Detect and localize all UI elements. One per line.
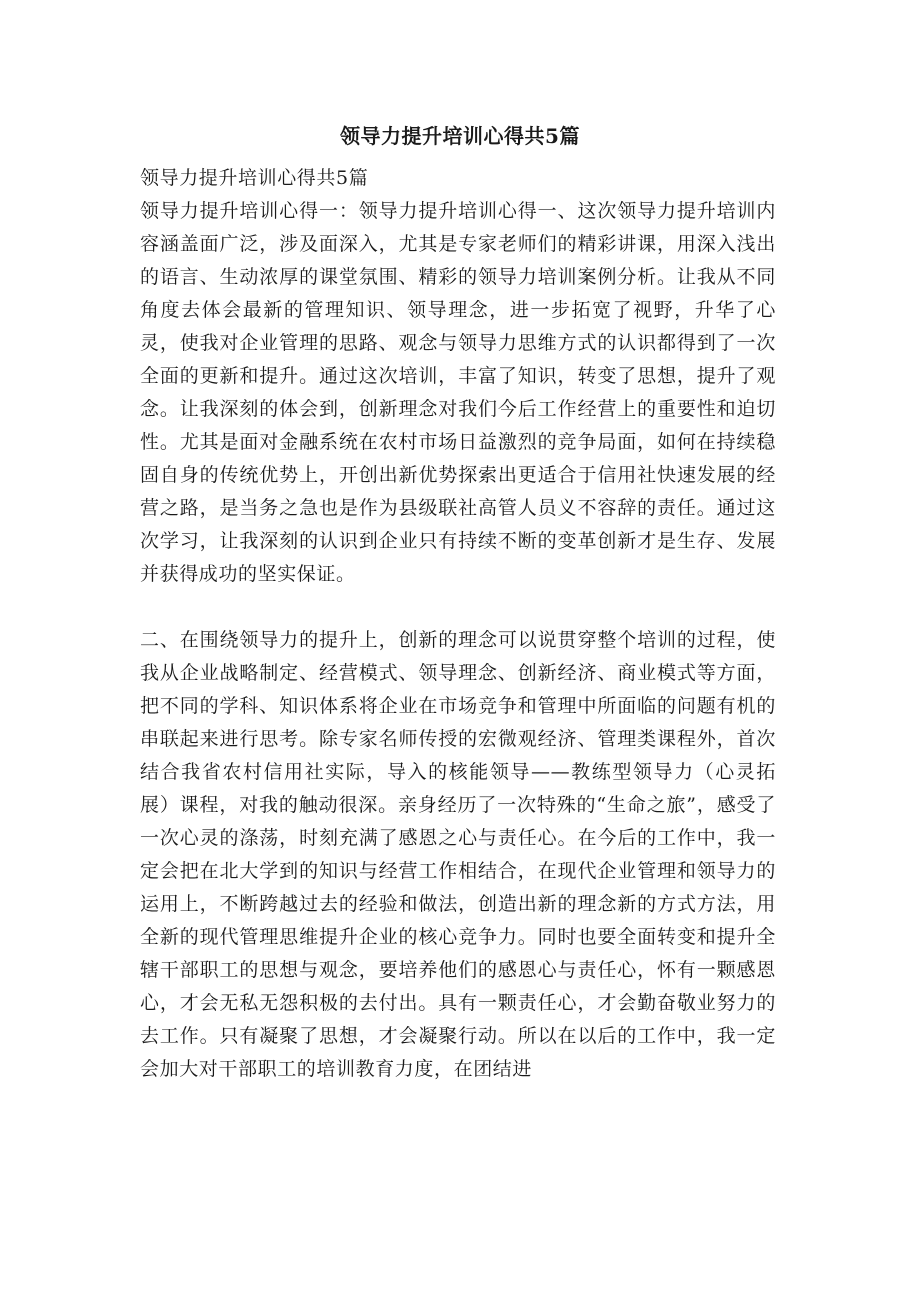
document-title: 领导力提升培训心得共5篇 bbox=[340, 124, 580, 148]
document-subtitle: 领导力提升培训心得共5篇 bbox=[140, 167, 369, 189]
document-body bbox=[140, 162, 776, 1086]
paragraph-1: 领导力提升培训心得一：领导力提升培训心得一、这次领导力提升培训内容涵盖面广泛，涉及面深入，尤其是专家老师们的精彩讲课，用深入浅出的语言、生动浓厚的课堂氛围、精彩的领导力培训案例分析。让我从不同角度去体会最新的管理知识、领导理念，进一步拓宽了视野，升华了心灵，使我对企业管理的思路、观念与领导力思维方式的认识都得到了一次全面的更新和提升。通过这次培训，丰富了知识，转变了思想，提升了观念。让我深刻的体会到，创新理念对我们今后工作经营上的重要性和迫切性。尤其是面对金融系统在农村市场日益激烈的竞争局面，如何在持续稳固自身的传统优势上，开创出新优势探索出更适合于信用社快速发展的经营之路，是当务之急也是作为县级联社高管人员义不容辞的责任。通过这次学习，让我深刻的认识到企业只有持续不断的变革创新才是生存、发展并获得成功的坚实保证。 bbox=[140, 200, 776, 585]
paragraph-spacer bbox=[140, 591, 776, 624]
paragraph-2: 二、在围绕领导力的提升上，创新的理念可以说贯穿整个培训的过程，使我从企业战略制定、经营模式、领导理念、创新经济、商业模式等方面，把不同的学科、知识体系将企业在市场竞争和管理中所面临的问题有机的串联起来进行思考。除专家名师传授的宏微观经济、管理类课程外，首次结合我省农村信用社实际，导入的核能领导——教练型领导力（心灵拓展）课程，对我的触动很深。亲身经历了一次特殊的“生命之旅”，感受了一次心灵的涤荡，时刻充满了感恩之心与责任心。在今后的工作中，我一定会把在北大学到的知识与经营工作相结合，在现代企业管理和领导力的运用上，不断跨越过去的经验和做法，创造出新的理念新的方式方法，用全新的现代管理思维提升企业的核心竞争力。同时也要全面转变和提升全辖干部职工的思想与观念，要培养他们的感恩心与责任心，怀有一颗感恩心，才会无私无怨积极的去付出。具有一颗责任心，才会勤奋敬业努力的去工作。只有凝聚了思想，才会凝聚行动。所以在以后的工作中，我一定会加大对干部职工的培训教育力度，在团结进 bbox=[140, 629, 776, 1080]
